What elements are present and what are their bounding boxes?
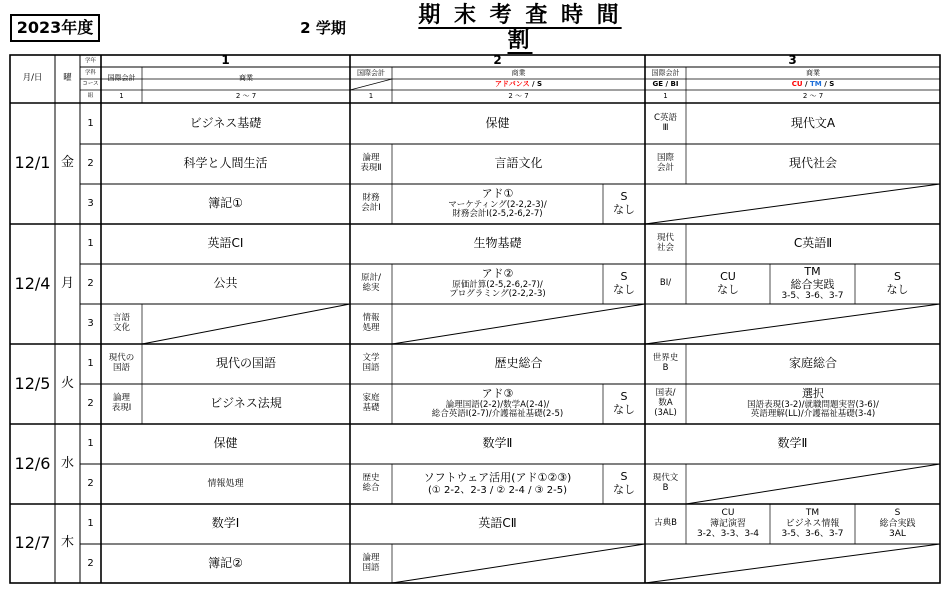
- exam-subject-intl: 情報 処理: [362, 313, 380, 333]
- s-course-note: S なし: [886, 270, 909, 296]
- g2-class-intl: 1: [368, 92, 374, 101]
- period-number: 2: [87, 398, 94, 410]
- g1-class-intl: 1: [119, 92, 124, 101]
- exam-subject-intl: 文学 国語: [362, 353, 380, 373]
- g3-class-intl: 1: [663, 92, 668, 101]
- advance-group-label: アド①: [481, 186, 514, 200]
- advance-group-label: アド②: [481, 266, 514, 280]
- day-weekday: 水: [60, 455, 74, 471]
- exam-subject-advance: [392, 464, 603, 504]
- header-date: 月/日: [22, 73, 43, 84]
- period-number: 1: [87, 358, 94, 370]
- day-weekday: 木: [60, 535, 74, 551]
- period-number: 2: [87, 278, 94, 290]
- exam-subject: 現代の国語: [215, 356, 276, 371]
- exam-subject: 生物基礎: [473, 236, 522, 251]
- g3-course-cu: CU: [791, 80, 803, 89]
- period-number: 2: [87, 158, 94, 170]
- header-class-label: 組: [87, 93, 94, 100]
- g2-course: [392, 79, 645, 90]
- exam-subject-intl: C英語 Ⅲ: [654, 112, 677, 133]
- exam-subject-intl: 世界史 B: [652, 353, 679, 373]
- term-label: 2 学期: [300, 19, 346, 38]
- exam-subject-advance: [392, 184, 603, 224]
- elective-cell: [686, 384, 940, 424]
- exam-subject: 英語CⅠ: [207, 236, 244, 251]
- exam-subject: 簿記②: [208, 555, 243, 570]
- exam-subject: 保健: [485, 115, 510, 130]
- exam-subject-intl: 現代の 国語: [108, 353, 135, 373]
- period-number: 2: [87, 478, 94, 490]
- grade-2-header: 2: [493, 53, 502, 68]
- period-number: 1: [87, 518, 94, 530]
- exam-subject: C英語Ⅱ: [793, 236, 833, 251]
- advance-group-label: ソフトウェア活用(アド①②③): [423, 470, 572, 484]
- advance-group-detail: マーケティング(2-2,2-3)/ 財務会計Ⅰ(2-5,2-6,2-7): [448, 199, 547, 220]
- header-dept-label: 学科: [84, 69, 96, 76]
- advance-group-detail: (① 2-2、2-3 / ② 2-4 / ③ 2-5): [427, 484, 568, 496]
- g3-course-separator-2: /: [821, 80, 830, 89]
- exam-subject-intl: 国際 会計: [656, 153, 674, 173]
- tm-course-subject: TM 総合実践: [790, 265, 835, 291]
- advance-group-detail: 論理国語(2-2)/数学A(2-4)/ 総合英語Ⅰ(2-7)/介護福祉基礎(2-5): [431, 399, 564, 420]
- period-number: 1: [87, 117, 94, 129]
- grade-1-header: 1: [221, 53, 230, 68]
- exam-subject-intl: 言語 文化: [112, 313, 130, 333]
- tm-course-classes: 3-5、3-6、3-7: [781, 291, 844, 302]
- g3-course-s: S: [829, 80, 835, 89]
- exam-subject-intl: 歴史 総合: [362, 473, 380, 493]
- day-date: 12/4: [14, 273, 51, 293]
- g3-dept-intl: 国際会計: [651, 68, 680, 77]
- header-course-label: コース: [82, 81, 99, 88]
- exam-subject-intl: 論理 国語: [362, 552, 380, 573]
- g1-dept-intl: 国際会計: [107, 74, 136, 83]
- g3-course-tm: TM: [810, 80, 822, 89]
- exam-subject: 言語文化: [494, 156, 543, 171]
- exam-subject-intl: 論理 表現Ⅱ: [360, 153, 382, 173]
- exam-subject: ビジネス基礎: [189, 115, 262, 130]
- period-number: 1: [87, 238, 94, 250]
- period-number: 3: [87, 318, 94, 330]
- exam-subject-intl: BI/: [659, 278, 672, 289]
- exam-subject: ビジネス法規: [210, 396, 282, 411]
- exam-subject-advance: [392, 264, 603, 304]
- exam-subject: 歴史総合: [494, 356, 543, 371]
- exam-subject: 現代文A: [790, 115, 836, 130]
- g2-course-s: S: [537, 80, 543, 89]
- advance-group-detail: 原価計算(2-5,2-6,2-7)/ プログラミング(2-2,2-3): [449, 279, 546, 300]
- school-year-box: 2023年度: [10, 14, 100, 42]
- exam-subject: 科学と人間生活: [183, 156, 268, 171]
- g2-dept-intl: 国際会計: [357, 68, 385, 77]
- period-number: 2: [87, 557, 94, 569]
- exam-subject: 情報処理: [207, 478, 244, 489]
- g1-class-commerce: 2 〜 7: [235, 92, 257, 101]
- s-course-note: S なし: [613, 390, 635, 416]
- tm-course-cell: TM ビジネス情報 3-5、3-6、3-7: [781, 508, 844, 540]
- period-number: 3: [87, 198, 94, 210]
- day-date: 12/7: [14, 533, 51, 553]
- exam-subject-intl: 財務 会計Ⅰ: [361, 193, 381, 213]
- g3-dept-commerce: 商業: [806, 68, 820, 77]
- g2-course-separator: /: [529, 80, 538, 89]
- s-course-note: S なし: [613, 470, 635, 496]
- exam-subject: 現代社会: [788, 156, 837, 171]
- g3-course: [686, 79, 940, 90]
- day-date: 12/5: [14, 373, 51, 393]
- advance-group-label: アド③: [481, 386, 514, 400]
- elective-label: 選択: [802, 386, 824, 400]
- exam-subject: 公共: [213, 276, 238, 291]
- exam-subject: 簿記①: [208, 196, 243, 211]
- header-day: 曜: [63, 73, 72, 84]
- exam-subject-intl: 現代文 B: [652, 473, 679, 493]
- g2-class-commerce: 2 〜 7: [508, 92, 529, 101]
- exam-subject: 数学Ⅱ: [777, 436, 808, 451]
- day-date: 12/1: [14, 153, 51, 173]
- s-course-note: S なし: [613, 270, 635, 296]
- day-weekday: 月: [60, 275, 74, 291]
- exam-subject-intl: 現代 社会: [656, 233, 674, 253]
- exam-subject: 数学Ⅱ: [482, 436, 513, 451]
- page-title: 期 末 考 査 時 間 割: [418, 2, 622, 53]
- exam-subject-intl: 論理 表現Ⅰ: [111, 393, 132, 413]
- exam-subject-intl: 古典B: [654, 518, 677, 529]
- cu-course-cell: CU 簿記演習 3-2、3-3、3-4: [696, 508, 760, 540]
- exam-subject-intl: 家庭 基礎: [362, 393, 380, 413]
- exam-subject: 英語CⅡ: [478, 516, 517, 531]
- elective-detail: 国語表現(3-2)/就職問題実習(3-6)/ 英語理解(LL)/介護福祉基礎(3-4): [747, 399, 879, 420]
- s-course-note: S なし: [613, 190, 635, 216]
- grade-3-header: 3: [788, 53, 797, 68]
- period-number: 1: [87, 438, 94, 450]
- day-date: 12/6: [14, 453, 51, 473]
- exam-subject: 保健: [213, 436, 238, 451]
- exam-subject: 数学Ⅰ: [211, 516, 240, 531]
- g3-class-commerce: 2 〜 7: [802, 92, 824, 101]
- exam-subject-intl: 原計/ 総実: [361, 273, 381, 293]
- day-weekday: 金: [60, 155, 74, 171]
- exam-subject-advance: [392, 384, 603, 424]
- tm-course-cell: [770, 264, 855, 304]
- g3-course-intl: GE / BI: [652, 80, 679, 89]
- g3-course-separator-1: /: [802, 80, 811, 89]
- cu-course-cell: CU なし: [717, 270, 739, 296]
- g2-course-advance: アドバンス: [494, 80, 530, 89]
- exam-subject: 家庭総合: [788, 356, 837, 371]
- s-course-cell: S 総合実践 3AL: [879, 508, 916, 540]
- g2-dept-commerce: 商業: [511, 68, 526, 77]
- g1-dept-commerce: 商業: [239, 74, 253, 83]
- day-weekday: 火: [60, 375, 74, 391]
- exam-subject-intl: 国表/ 数A (3AL): [654, 388, 677, 418]
- header-grade-label: 学年: [84, 57, 96, 64]
